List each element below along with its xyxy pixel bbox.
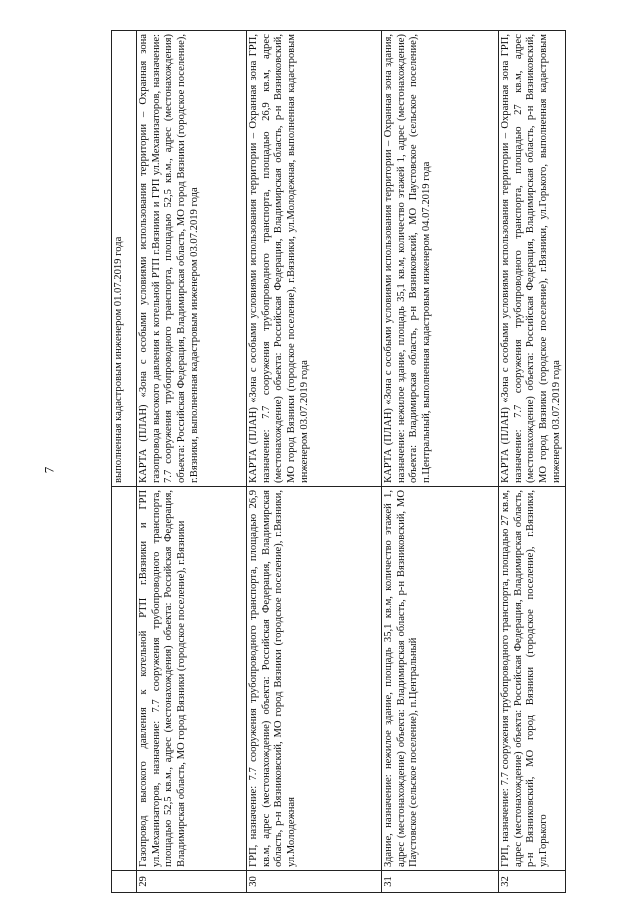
document-description: КАРТА (ПЛАН) «Зона с особыми условиями использования территории – Охранная зона ГРП, назначение: 7.7 сооружения трубопроводного транспорта, площадью 27 кв.м, адрес (местонахождение) объекта: Российская Федерация, Владимирская область, р-н Вязниковский, МО город Вязники (городское поселение), г.Вязники, ул.Горького, выполненная кадастровым инженером 03.07.2019 года bbox=[499, 31, 566, 487]
row-number: 32 bbox=[499, 871, 566, 893]
row-number: 30 bbox=[247, 871, 382, 893]
carry-over-text: выполненная кадастровым инженером 01.07.2019 года bbox=[112, 31, 137, 487]
document-description: КАРТА (ПЛАН) «Зона с особыми условиями использования территории – Охранная зона ГРП, назначение: 7.7 сооружения трубопроводного транспорта, площадью 26,9 кв.м, адрес (местонахождение) объекта: Российская Федерация, Владимирская область, р-н Вязниковский, МО город Вязники (городское поселение), г.Вязники, ул.Молодежная, выполненная кадастровым инженером 03.07.2019 года bbox=[247, 31, 382, 487]
table-row bbox=[382, 31, 499, 893]
document-description: КАРТА (ПЛАН) «Зона с особыми условиями использования территории – Охранная зона здания, назначение: нежилое здание, площадь 35,1 кв.м, количество этажей 1, адрес (местонахождение) объекта: Владимирская область, р-н Вязниковский, МО Паустовское (сельское поселение), п.Центральный, выполненная кадастровым инженером 04.07.2019 года bbox=[382, 31, 499, 487]
registry-table bbox=[111, 30, 566, 893]
empty-cell bbox=[112, 871, 137, 893]
page-number: 7 bbox=[41, 466, 57, 474]
empty-cell bbox=[112, 487, 137, 871]
object-description: ГРП, назначение: 7.7 сооружения трубопроводного транспорта, площадью 27 кв.м, адрес (местонахождение) объекта: Российская Федерация, Владимирская область, р-н Вязниковский, МО город Вязники (городское поселение), г.Вязники, ул.Горького bbox=[499, 487, 566, 871]
object-description: Здание, назначение: нежилое здание, площадь 35,1 кв.м, количество этажей 1, адрес (местонахождение) объекта: Владимирская область, р-н Вязниковский, МО Паустовское (сельское поселение), п.Центральный bbox=[382, 487, 499, 871]
table-row bbox=[247, 31, 382, 893]
row-number: 29 bbox=[137, 871, 247, 893]
table-row bbox=[137, 31, 247, 893]
document-description: КАРТА (ПЛАН) «Зона с особыми условиями использования территории – Охранная зона газопровода высокого давления к котельной РТП г.Вязники и ГРП ул.Механизаторов, назначение: 7.7 сооружения трубопроводного транспорта, площадью 52,5 кв.м., адрес (местонахождения) объекта: Российская Федерация, Владимирская область, МО город Вязники (городское поселение), г.Вязники, выполненная кадастровым инженером 03.07.2019 года bbox=[137, 31, 247, 487]
row-number: 31 bbox=[382, 871, 499, 893]
rotated-table-container bbox=[111, 31, 562, 893]
object-description: Газопровод высокого давления к котельной РТП г.Вязники и ГРП ул.Механизаторов, назначение: 7.7 сооружения трубопроводного транспорта, площадью 52,5 кв.м., адрес (местонахождения) объекта: Российская Федерация, Владимирская область, МО город Вязники (городское поселение), г.Вязники bbox=[137, 487, 247, 871]
table-row-continuation bbox=[112, 31, 137, 893]
object-description: ГРП, назначение: 7.7 сооружения трубопроводного транспорта, площадью 26,9 кв.м, адрес (местонахождение) объекта: Российская Федерация, Владимирская область, р-н Вязниковский, МО город Вязники (городское поселение), г.Вязники, ул.Молодежная bbox=[247, 487, 382, 871]
table-row bbox=[499, 31, 566, 893]
